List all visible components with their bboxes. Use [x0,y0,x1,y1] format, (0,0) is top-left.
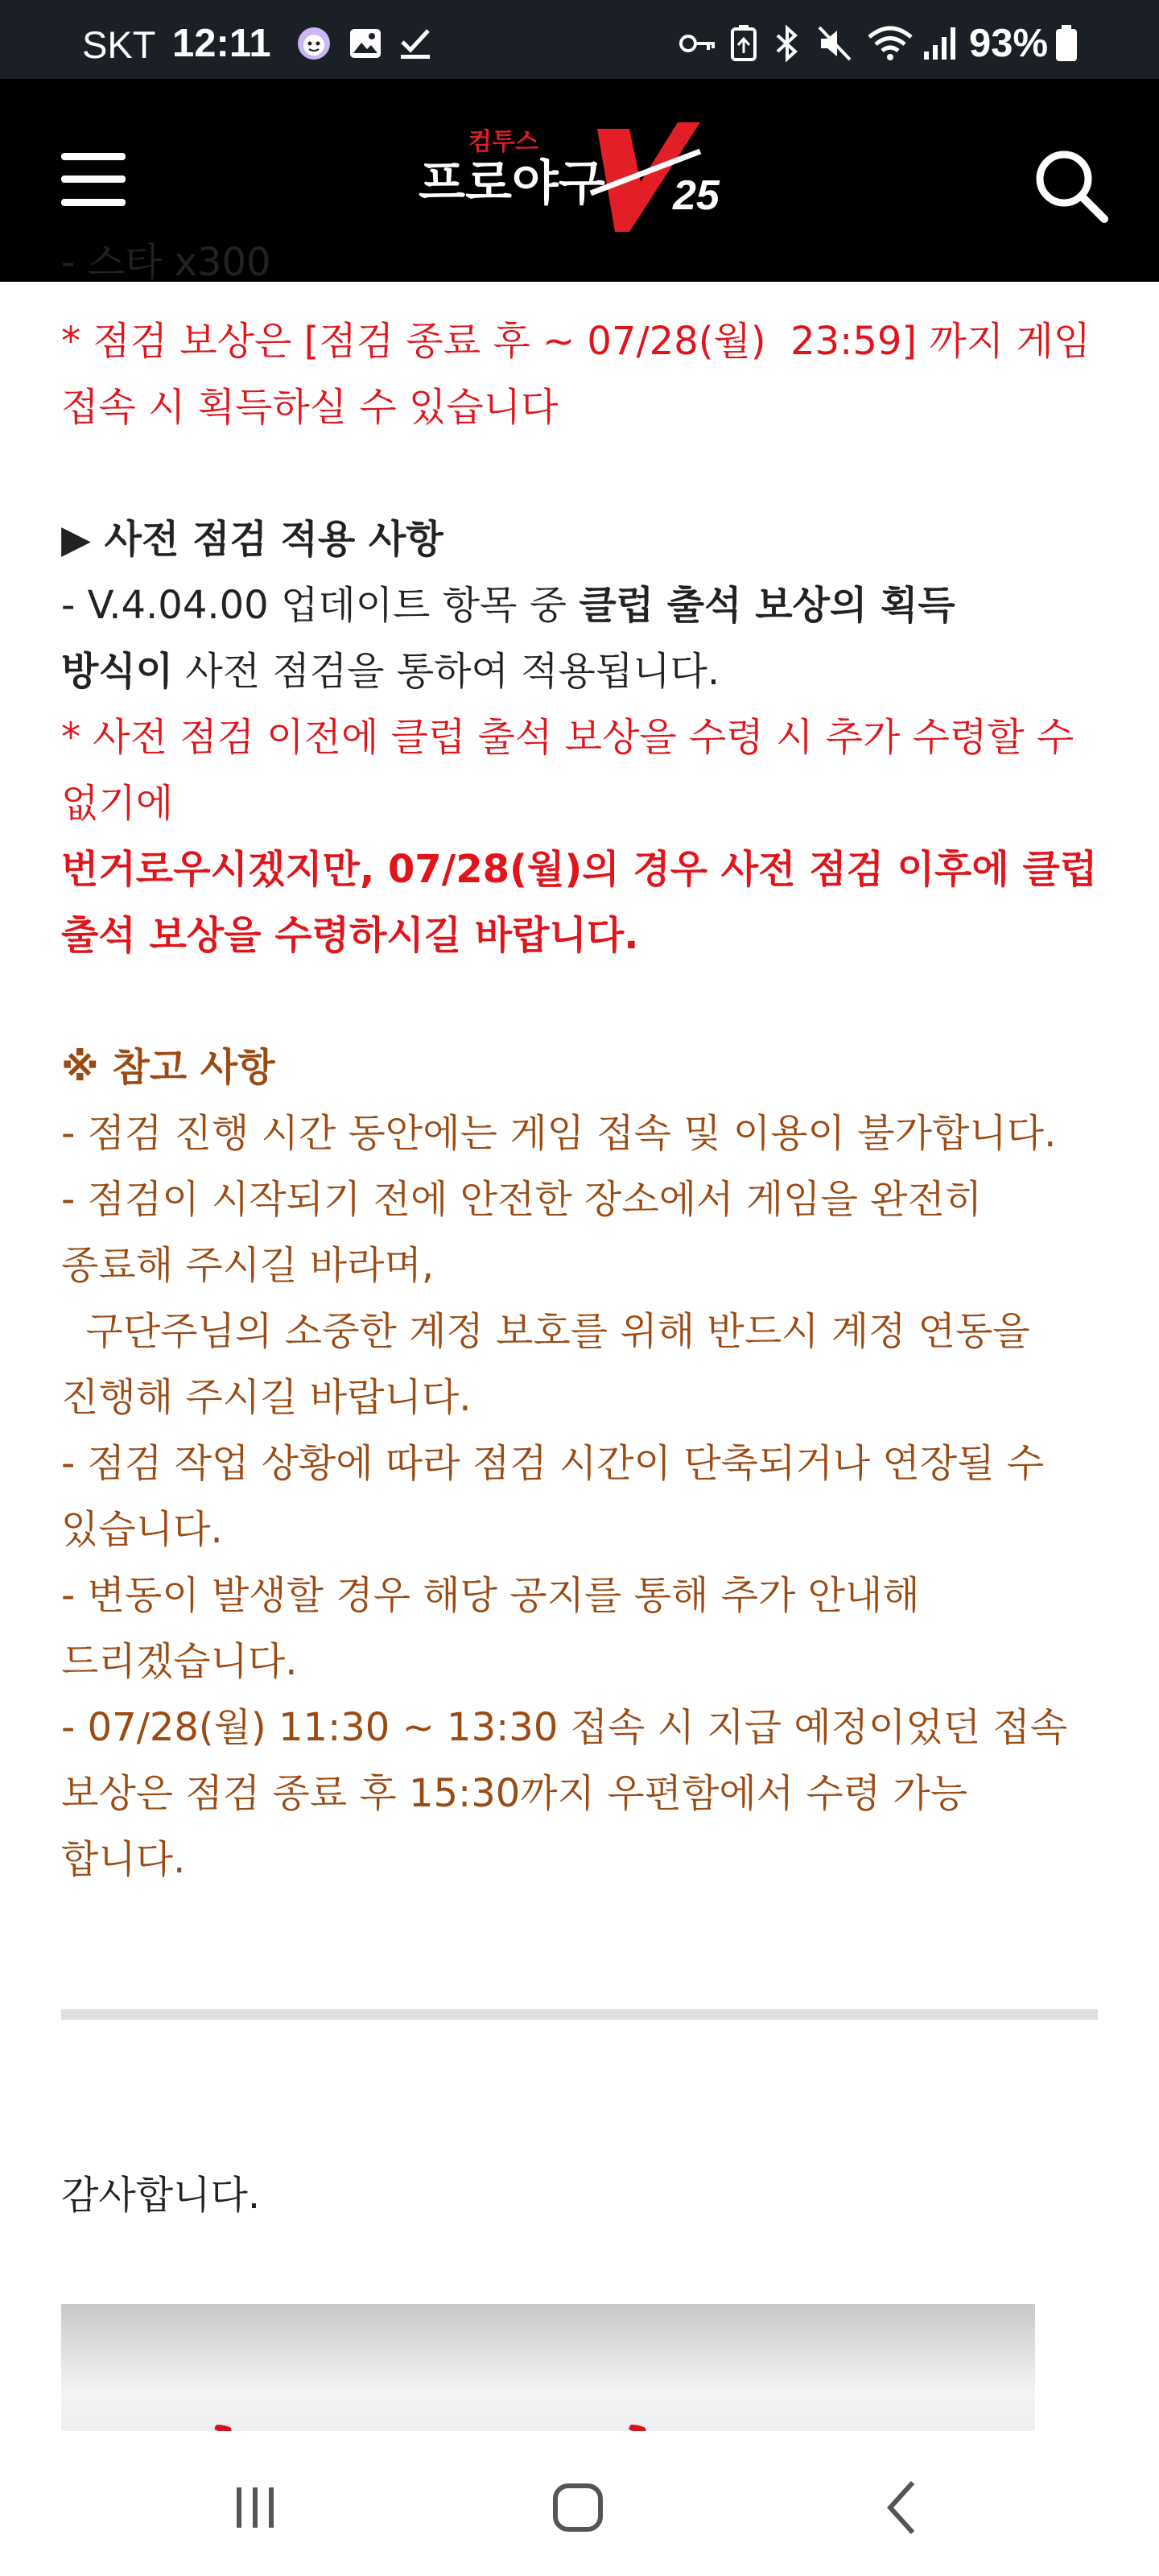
reference-line: 구단주님의 소중한 계정 보호를 위해 반드시 계정 연동을 [61,1309,1030,1354]
reference-line: - 점검 진행 시간 동안에는 게임 접속 및 이용이 불가합니다. [61,1111,1057,1156]
thanks-text: 감사합니다. [61,2173,261,2218]
pre-maintenance-warning: * 사전 점검 이전에 클럽 출석 보상을 수령 시 추가 수령할 수 [61,715,1074,760]
divider [61,2009,1098,2020]
pre-maintenance-warning: 출석 보상을 수령하시길 바랍니다. [61,913,639,958]
reference-line: 종료해 주시길 바라며, [61,1243,435,1288]
reference-line: - 점검이 시작되기 전에 안전한 장소에서 게임을 완전히 [61,1177,983,1222]
menu-button[interactable] [61,153,126,206]
gallery-icon [348,26,383,61]
reference-line: 있습니다. [61,1507,223,1552]
svg-text:컴투스: 컴투스 [468,129,538,155]
text-segment: 사전 점검을 통하여 적용됩니다. [173,649,720,694]
system-navigation-bar [0,2431,1159,2576]
menu-bar [61,175,126,183]
bluetooth-icon [771,24,803,63]
cut-text-line: - 스타 x300 [61,240,271,285]
reference-line: 보상은 점검 종료 후 15:30까지 우편함에서 수령 가능 [61,1771,968,1816]
section-title-pre-maintenance: ▶ 사전 점검 적용 사항 [61,517,443,562]
check-icon [398,26,433,61]
battery-percent: 93% [969,22,1049,65]
battery-saver-icon [728,24,760,63]
menu-bar [61,153,126,160]
text-segment: - V.4.04.00 업데이트 항목 중 [61,583,580,628]
section-title-reference: ※ 참고 사항 [61,1045,275,1090]
recent-apps-icon[interactable] [219,2471,291,2544]
notice-content [0,240,1159,2431]
search-icon[interactable] [1030,145,1111,225]
battery-icon [1054,24,1079,63]
text-segment-bold: 클럽 출석 보상의 획득 [579,583,955,628]
key-icon [678,24,718,63]
reference-line: 진행해 주시길 바랍니다. [61,1375,472,1420]
reward-note: 접속 시 획득하실 수 있습니다 [61,385,559,430]
reference-line: 드리겠습니다. [61,1639,298,1684]
pre-maintenance-text [61,638,720,704]
reference-line: - 변동이 발생할 경우 해당 공지를 통해 추가 안내해 [61,1573,920,1618]
pre-maintenance-warning: 번거로우시겠지만, 07/28(월)의 경우 사전 점검 이후에 클럽 [61,847,1098,892]
reference-line: - 07/28(월) 11:30 ~ 13:30 접속 시 지급 예정이었던 접속 [61,1705,1068,1750]
svg-text:프로야구: 프로야구 [419,156,605,210]
text-segment-bold: 방식이 [61,649,174,694]
logo[interactable] [419,119,740,240]
signal-icon [921,24,959,63]
pre-maintenance-warning: 없기에 [61,781,174,826]
reference-line: - 점검 작업 상황에 따라 점검 시간이 단축되거나 연장될 수 [61,1441,1045,1486]
svg-text:25: 25 [673,172,720,219]
home-icon[interactable] [542,2471,615,2544]
carrier-label: SKT [82,23,156,66]
reference-line: 합니다. [61,1837,186,1882]
reward-note: * 점검 보상은 [점검 종료 후 ~ 07/28(월) 23:59] 까지 게임 [61,319,1091,364]
mute-icon [816,24,853,63]
character-icon [296,26,332,61]
back-icon[interactable] [868,2471,940,2544]
wifi-icon [866,24,914,63]
status-bar [0,0,1159,79]
menu-bar [61,199,126,206]
clock: 12:11 [172,22,271,65]
pre-maintenance-text [61,572,955,638]
